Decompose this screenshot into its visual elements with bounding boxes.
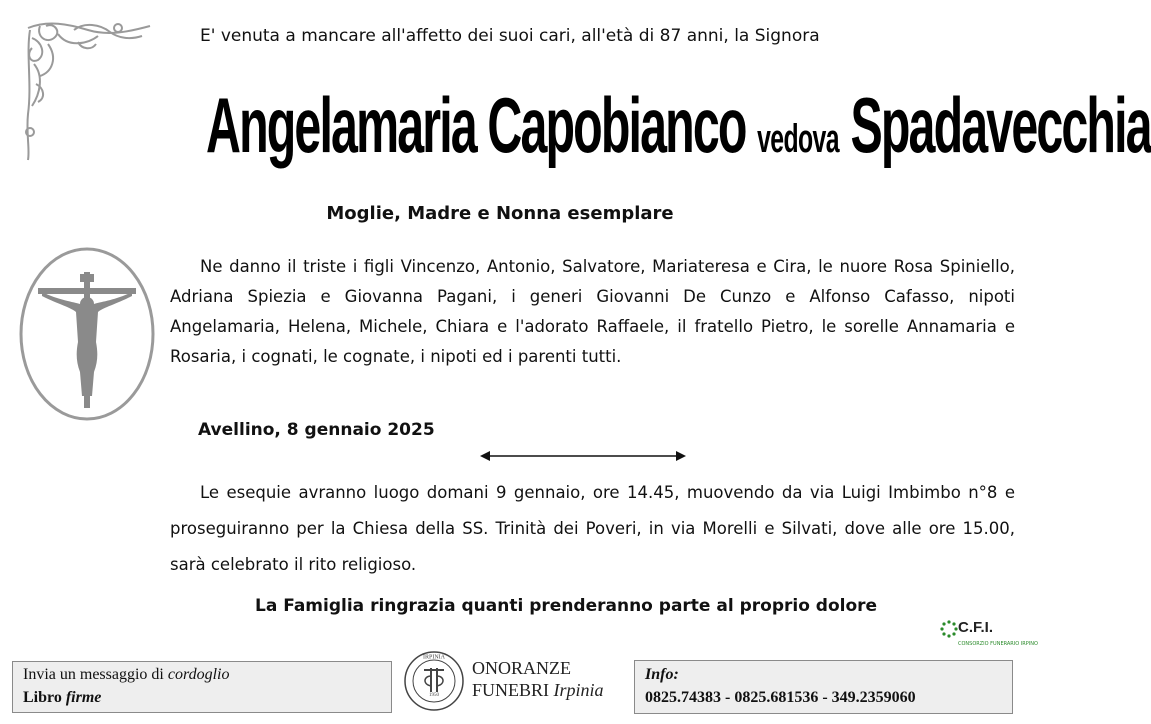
double-arrow-icon bbox=[478, 448, 688, 464]
guestbook-link[interactable] bbox=[23, 689, 101, 707]
thanks-text: La Famiglia ringrazia quanti prenderanno parte al proprio dolore bbox=[255, 596, 878, 616]
announcement-text: Ne danno il triste i figli Vincenzo, Antonio, Salvatore, Mariateresa e Cira, le nuore Rosa Spiniello, Adriana Spiezia e Giovanna Pagani, i generi Giovanni De Cunzo e Alfonso Cafasso, nipoti Angelamaria, Helena, Michele, Chiara e l'adorato Raffaele, il fratello Pietro, le sorelle Annamaria e Rosaria, i cognati, le cognate, i nipoti ed i parenti tutti. bbox=[170, 257, 1015, 366]
info-label: Info bbox=[645, 666, 674, 683]
seal-year-text: 1950 bbox=[429, 693, 439, 698]
funeral-home-logo bbox=[402, 650, 632, 712]
seal-top-text: IRPINIA bbox=[423, 654, 445, 661]
cfi-dots-icon bbox=[940, 620, 958, 638]
corner-ornament-icon bbox=[18, 14, 158, 164]
info-box bbox=[634, 660, 1013, 714]
name-middle: vedova bbox=[757, 117, 839, 161]
logo-line2 bbox=[472, 680, 604, 701]
message-italic: cordoglio bbox=[167, 666, 230, 683]
condolence-message-link[interactable] bbox=[23, 666, 230, 684]
book-prefix: Libro bbox=[23, 689, 62, 706]
info-phones[interactable]: 0825.74383 - 0825.681536 - 349.2359060 bbox=[645, 689, 916, 706]
crucifix-icon bbox=[18, 246, 156, 422]
logo-line1: ONORANZE bbox=[472, 658, 571, 678]
book-italic: firme bbox=[65, 689, 102, 706]
funeral-text: Le esequie avranno luogo domani 9 gennaio, ore 14.45, muovendo da via Luigi Imbimbo n°8 e proseguiranno per la Chiesa della SS. Trinità dei Poveri, in via Morelli e Silvati, dove alle ore 15.00, sarà celebrato il rito religioso. bbox=[170, 483, 1015, 574]
cfi-logo bbox=[940, 618, 1038, 652]
name-first: Angelamaria Capobianco bbox=[206, 81, 746, 169]
subtitle: Moglie, Madre e Nonna esemplare bbox=[326, 203, 674, 224]
logo-line2-prefix: FUNEBRI bbox=[472, 680, 550, 700]
cfi-subtitle: CONSORZIO FUNERARIO IRPINO bbox=[958, 641, 1038, 647]
deceased-name bbox=[206, 80, 1151, 171]
name-last: Spadavecchia bbox=[850, 81, 1151, 169]
cfi-label: C.F.I. bbox=[958, 619, 994, 636]
condolence-box[interactable] bbox=[12, 661, 392, 713]
logo-line2-italic: Irpinia bbox=[553, 680, 604, 700]
seal-icon bbox=[402, 650, 466, 712]
info-title: Info: bbox=[645, 666, 679, 683]
message-prefix: Invia un messaggio di bbox=[23, 666, 164, 683]
intro-text: E' venuta a mancare all'affetto dei suoi cari, all'età di 87 anni, la Signora bbox=[200, 26, 820, 46]
dateline: Avellino, 8 gennaio 2025 bbox=[198, 420, 435, 440]
